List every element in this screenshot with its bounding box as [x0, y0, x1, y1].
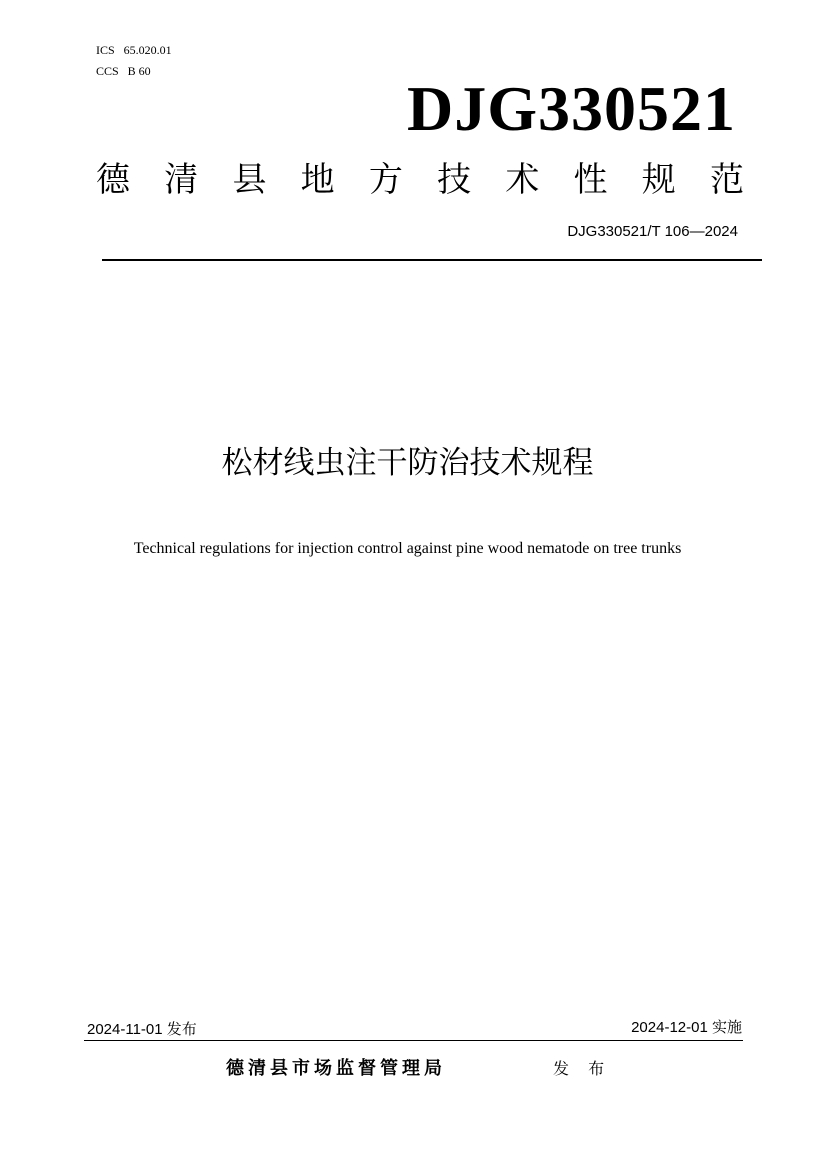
banner-char: 县	[232, 160, 267, 200]
standard-type-banner	[96, 158, 744, 202]
document-title-english: Technical regulations for injection control against pine wood nematode on tree trunks	[133, 540, 682, 557]
issue-label: 发 布	[553, 1059, 612, 1078]
header-divider	[102, 259, 762, 261]
banner-char: 范	[709, 160, 744, 200]
banner-char: 规	[641, 160, 676, 200]
issuing-authority: 德清县市场监督管理局	[226, 1058, 446, 1079]
standard-number: DJG330521/T 106—2024	[567, 223, 738, 240]
footer-divider	[84, 1040, 743, 1041]
banner-char: 地	[300, 160, 335, 200]
banner-char: 术	[505, 160, 540, 200]
implementation-date: 2024-12-01 实施	[631, 1019, 742, 1036]
ics-code: ICS 65.020.01	[96, 43, 172, 57]
issue-date: 2024-11-01 发布	[87, 1021, 197, 1038]
banner-char: 方	[368, 160, 403, 200]
ccs-code: CCS B 60	[96, 64, 151, 78]
banner-char: 清	[164, 160, 199, 200]
banner-char: 技	[437, 160, 472, 200]
standard-code-heading: DJG330521	[407, 73, 736, 144]
banner-char: 德	[96, 160, 130, 200]
document-title-chinese: 松材线虫注干防治技术规程	[221, 445, 594, 481]
banner-char: 性	[573, 160, 608, 200]
